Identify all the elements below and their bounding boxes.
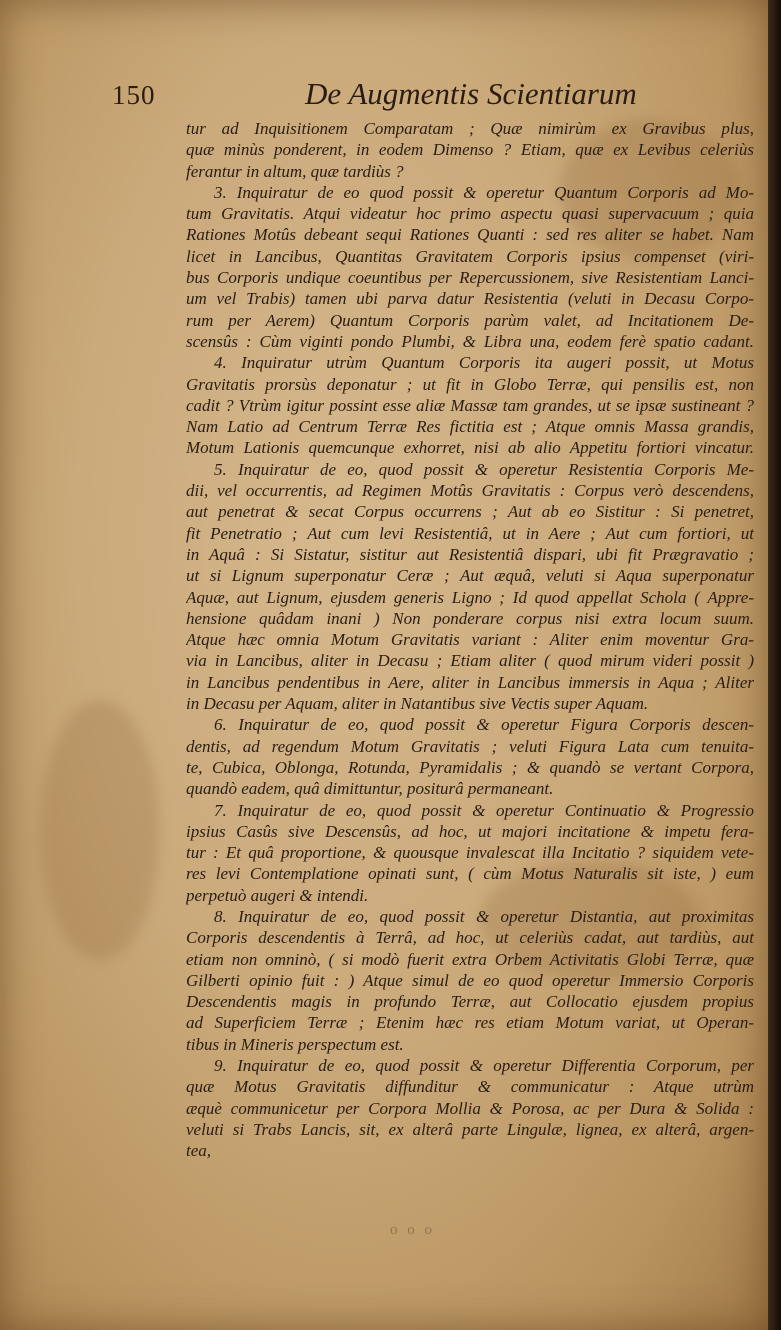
text-line: in Aquâ : Si Sistatur, sistitur aut Resistentiâ dispari, ubi fit Prægravatio ; bbox=[186, 544, 754, 564]
text-line: Atque hæc omnia Motum Gravitatis variant : Aliter enim moventur Gra- bbox=[186, 630, 754, 650]
text-line: ferantur in altum, quæ tardiùs ? bbox=[186, 161, 404, 181]
paragraph-8-start: 8. Inquiratur de eo, quod possit & operetur Distantia, aut proximitas bbox=[214, 906, 754, 926]
text-line: Nam Latio ad Centrum Terræ Res fictitia est ; Atque omnis Massa grandis, bbox=[186, 417, 754, 437]
text-line: res levi Contemplatione opinati sunt, ( cùm Motus Naturalis sit iste, ) eum bbox=[186, 864, 754, 884]
body-text bbox=[186, 118, 754, 1162]
text-line: in Lancibus pendentibus in Aere, aliter in Lancibus immersis in Aqua ; Aliter bbox=[186, 672, 754, 692]
text-line: quæ Motus Gravitatis diffunditur & communicatur : Atque utrùm bbox=[186, 1077, 754, 1097]
text-line: fit Penetratio ; Aut cum levi Resistentiâ, ut in Aere ; Aut cum fortiori, ut bbox=[186, 523, 754, 543]
text-line: ut si Lignum superponatur Ceræ ; Aut æquâ, veluti si Aqua superponatur bbox=[186, 566, 754, 586]
text-line: tur : Et quâ proportione, & quousque invalescat illa Incitatio ? siquidem vete- bbox=[186, 843, 754, 863]
text-line: cadit ? Vtrùm igitur possint esse aliæ Massæ tam grandes, ut se ipsæ sustineant ? bbox=[186, 395, 754, 415]
text-line: in Decasu per Aquam, aliter in Natantibus sive Vectis super Aquam. bbox=[186, 694, 649, 714]
signature-mark: o o o bbox=[390, 1222, 435, 1238]
text-line: hensione quâdam inani ) Non ponderare corpus nisi extra locum suum. bbox=[186, 608, 754, 628]
text-line: licet in Lancibus, Quantitas Gravitatem Corporis ipsius compenset (viri- bbox=[186, 246, 754, 266]
paragraph-4-start: 4. Inquiratur utrùm Quantum Corporis ita augeri possit, ut Motus bbox=[214, 353, 754, 373]
page-number: 150 bbox=[112, 80, 156, 110]
text-line: Rationes Motûs debeant sequi Rationes Quanti : sed res aliter se habet. Nam bbox=[186, 225, 754, 245]
text-line: um vel Trabis) tamen ubi parva datur Resistentia (veluti in Decasu Corpo- bbox=[186, 289, 754, 309]
text-line: quandò eadem, quâ dimittuntur, positurâ permaneant. bbox=[186, 779, 554, 799]
text-line: veluti si Trabs Lancis, sit, ex alterâ parte Lingulæ, lignea, ex alterâ, argen- bbox=[186, 1119, 754, 1139]
catchword: tea, bbox=[186, 1141, 212, 1161]
text-line: tibus in Mineris perspectum est. bbox=[186, 1034, 404, 1054]
text-line: æquè communicetur per Corpora Mollia & Porosa, ac per Dura & Solida : bbox=[186, 1098, 754, 1118]
text-line: tur ad Inquisitionem Comparatam ; Quæ nimirùm ex Gravibus plus, bbox=[186, 119, 754, 138]
paragraph-3-start: 3. Inquiratur de eo quod possit & operetur Quantum Corporis ad Mo- bbox=[214, 182, 754, 202]
paper-stain bbox=[40, 700, 160, 960]
paragraph-9-start: 9. Inquiratur de eo, quod possit & operetur Differentia Corporum, per bbox=[214, 1056, 754, 1076]
text-line: via in Lancibus, aliter in Decasu ; Etiam aliter ( quod mirum videri possit ) bbox=[186, 651, 754, 671]
text-line: rum per Aerem) Quantum Corporis parùm valet, ad Incitationem De- bbox=[186, 310, 754, 330]
page-edge-shadow bbox=[768, 0, 781, 1330]
text-line: tum Gravitatis. Atqui videatur hoc primo aspectu quasi supervacuum ; quia bbox=[186, 204, 754, 224]
text-line: dentis, ad regendum Motum Gravitatis ; veluti Figura Lata cum tenuita- bbox=[186, 736, 754, 756]
paragraph-5-start: 5. Inquiratur de eo, quod possit & operetur Resistentia Corporis Me- bbox=[214, 459, 754, 479]
text-line: dii, vel occurrentis, ad Regimen Motûs Gravitatis : Corpus verò descendens, bbox=[186, 481, 754, 501]
text-line: perpetuò augeri & intendi. bbox=[186, 885, 369, 905]
text-line: quæ minùs ponderent, in eodem Dimenso ? Etiam, quæ ex Levibus celeriùs bbox=[186, 140, 754, 160]
text-line: ad Superficiem Terræ ; Etenim hæc res etiam Motum variat, ut Operan- bbox=[186, 1013, 754, 1033]
text-line: Gilberti opinio fuit : ) Atque simul de eo quod operetur Immersio Corporis bbox=[186, 970, 754, 990]
text-line: Descendentis magis in profundo Terræ, aut Collocatio ejusdem propius bbox=[186, 992, 754, 1012]
text-line: scensûs : Cùm viginti pondo Plumbi, & Libra una, eodem ferè spatio cadant. bbox=[186, 331, 754, 351]
text-line: bus Corporis undique coeuntibus per Repercussionem, sive Resistentiam Lanci- bbox=[186, 268, 754, 288]
paragraph-6-start: 6. Inquiratur de eo, quod possit & operetur Figura Corporis descen- bbox=[214, 715, 754, 735]
text-line: etiam non omninò, ( si modò fuerit extra Orbem Activitatis Globi Terræ, quæ bbox=[186, 949, 754, 969]
text-line: Aquæ, aut Lignum, ejusdem generis Ligno ; Id quod appellat Schola ( Appre- bbox=[186, 587, 754, 607]
text-line: Corporis descendentis à Terrâ, ad hoc, ut celeriùs cadat, aut tardiùs, aut bbox=[186, 928, 754, 948]
running-title: De Augmentis Scientiarum bbox=[305, 76, 637, 111]
text-line: aut penetrat & secat Corpus occurrens ; Aut ab eo Sistitur : Si penetret, bbox=[186, 502, 754, 522]
page-header bbox=[0, 76, 768, 120]
text-line: Motum Lationis quemcunque exhorret, nisi ab alio Appetitu fortiori vincatur. bbox=[186, 438, 754, 458]
text-line: ipsius Casûs sive Descensûs, ad hoc, ut majori incitatione & impetu fera- bbox=[186, 821, 754, 841]
text-line: te, Cubica, Oblonga, Rotunda, Pyramidalis ; & quandò se vertant Corpora, bbox=[186, 757, 754, 777]
paragraph-7-start: 7. Inquiratur de eo, quod possit & operetur Continuatio & Progressio bbox=[214, 800, 754, 820]
text-line: Gravitatis prorsùs deponatur ; ut fit in Globo Terræ, qui pensilis est, non bbox=[186, 374, 754, 394]
